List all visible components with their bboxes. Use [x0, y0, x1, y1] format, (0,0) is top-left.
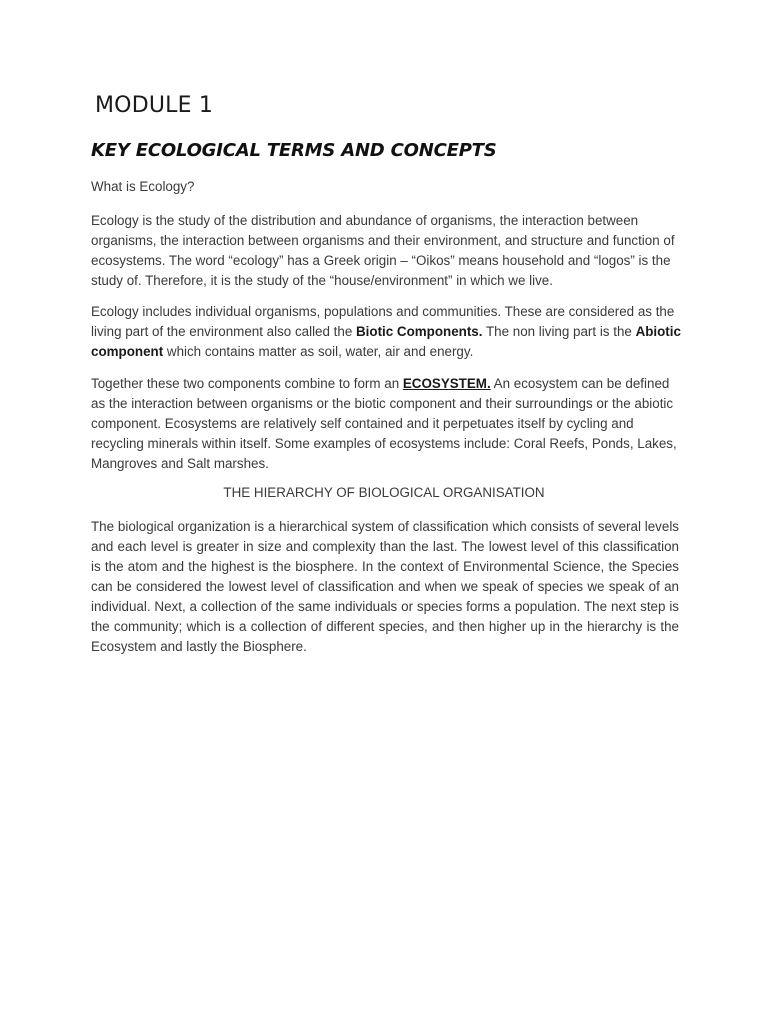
paragraph-text: The non living part is the	[482, 324, 636, 339]
biotic-term: Biotic Components.	[356, 324, 483, 339]
question-heading: What is Ecology?	[91, 179, 195, 194]
paragraph-biotic-abiotic	[91, 302, 681, 362]
section-title: KEY ECOLOGICAL TERMS AND CONCEPTS	[91, 140, 497, 161]
paragraph-hierarchy: The biological organization is a hierarchical system of classification which consists of several levels and each level is greater in size and complexity than the last. The lowest level of this classification is the atom and the highest is the biosphere. In the context of Environmental Science, the Species can be considered the lowest level of classification and when we speak of species we speak of an individual. Next, a collection of the same individuals or species forms a population. The next step is the community; which is a collection of different species, and then higher up in the hierarchy is the Ecosystem and lastly the Biosphere.	[91, 519, 679, 654]
hierarchy-heading-text: THE HIERARCHY OF BIOLOGICAL ORGANISATION	[223, 485, 545, 500]
paragraph-text: Together these two components combine to form an	[91, 376, 403, 391]
abiotic-term: Abiotic component	[91, 324, 681, 359]
paragraph-ecology-definition: Ecology is the study of the distribution and abundance of organisms, the interaction between organisms, the interaction between organisms and their environment, and structure and function of ecosystems. The word “ecology” has a Greek origin – “Oikos” means household and “logos” is the study of. Therefore, it is the study of the “house/environment” in which we live.	[91, 213, 675, 288]
paragraph-text: An ecosystem can be defined as the interaction between organisms or the biotic component and their surroundings or the abiotic component. Ecosystems are relatively self contained and it perpetuates itself by cycling and recycling minerals within itself. Some examples of ecosystems include: Coral Reefs, Ponds, Lakes, Mangroves and Salt marshes.	[91, 376, 677, 471]
ecosystem-term: ECOSYSTEM.	[402, 376, 491, 391]
hierarchy-heading	[0, 485, 768, 500]
paragraph-ecosystem	[91, 374, 681, 474]
paragraph-text: Ecology includes individual organisms, populations and communities. These are considered as the living part of the environment also called the	[91, 304, 675, 339]
paragraph-text: which contains matter as soil, water, air and energy.	[163, 344, 474, 359]
module-title: MODULE 1	[95, 93, 214, 118]
